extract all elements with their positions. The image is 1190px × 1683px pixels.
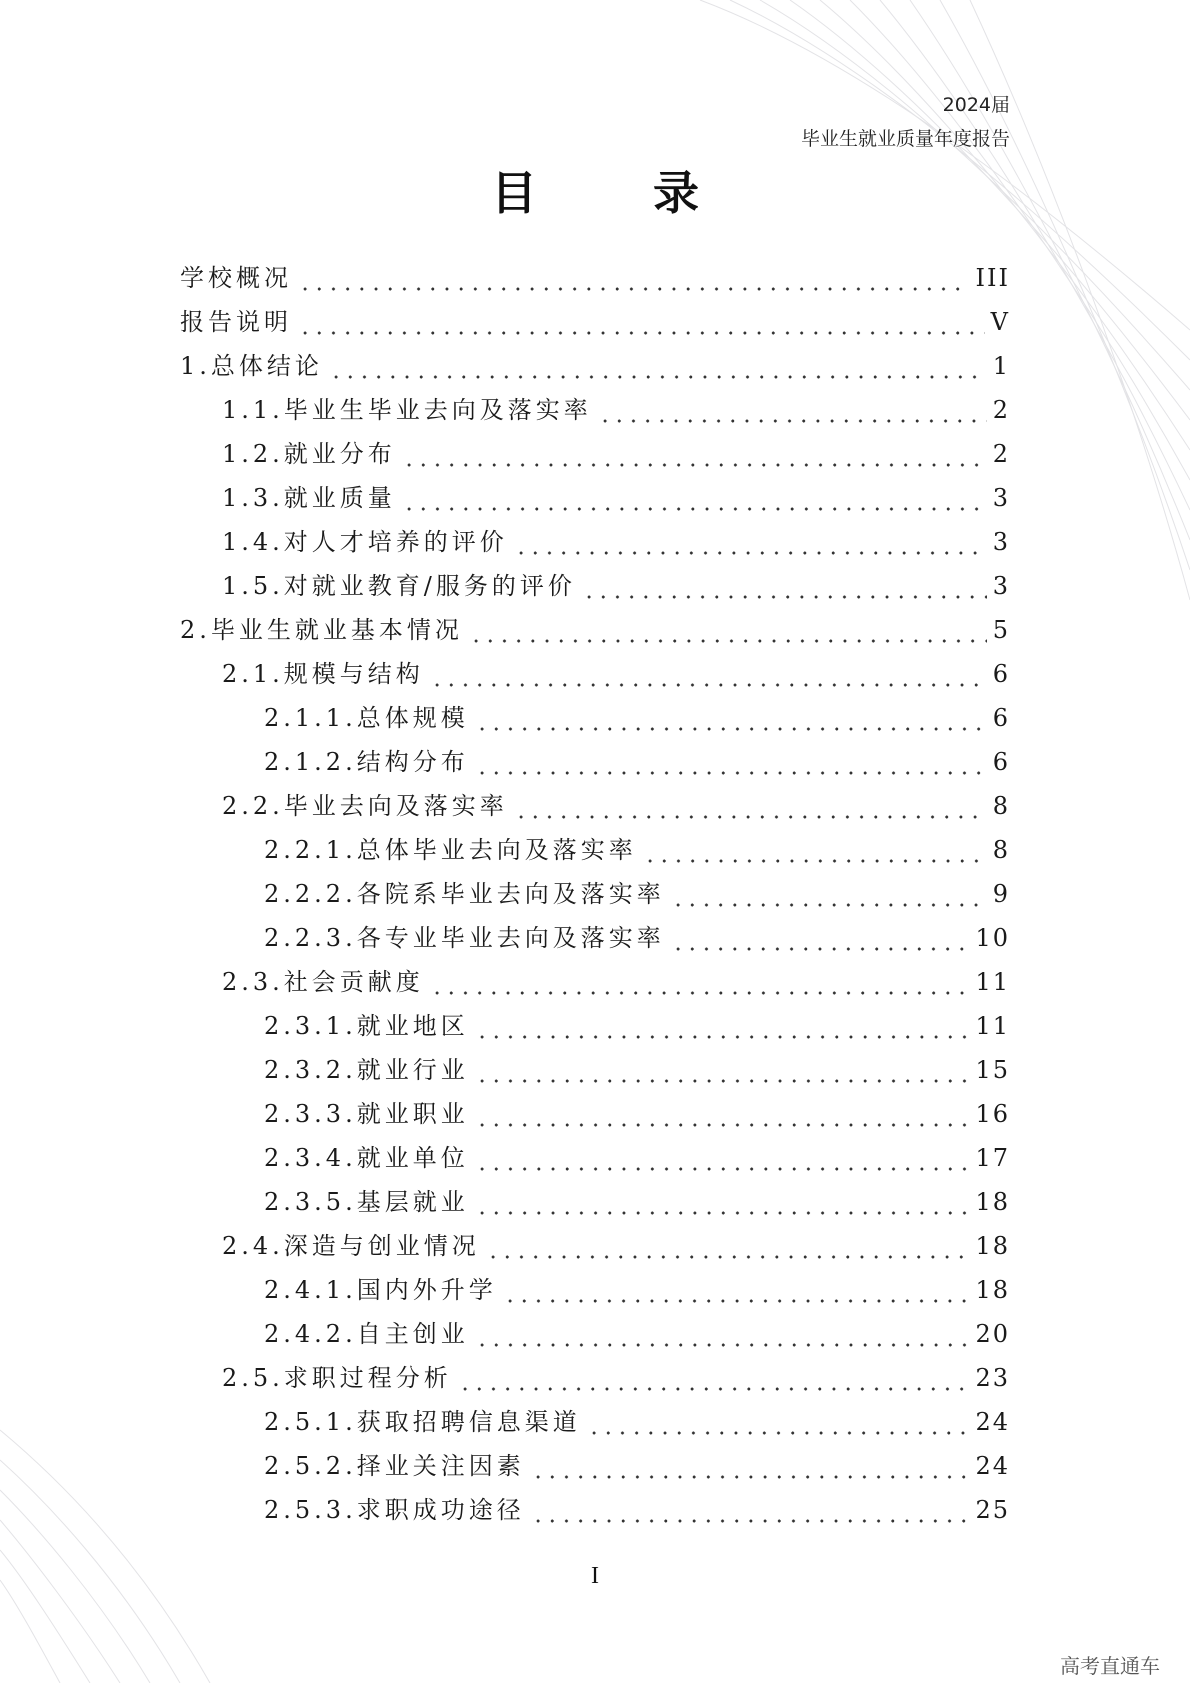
toc-entry-page: 3 <box>992 484 1010 512</box>
toc-entry-label: 1.4.对人才培养的评价 <box>222 528 508 556</box>
toc-dot-leader <box>298 287 970 291</box>
toc-dot-leader <box>587 1431 970 1435</box>
toc-dot-leader <box>531 1519 970 1523</box>
table-of-contents <box>180 258 1010 1534</box>
toc-entry-label: 2.3.1.就业地区 <box>264 1012 469 1040</box>
toc-entry-label: 报告说明 <box>180 308 292 336</box>
toc-dot-leader <box>475 771 987 775</box>
toc-entry-page: 25 <box>975 1496 1010 1524</box>
toc-entry-label: 1.5.对就业教育/服务的评价 <box>222 572 576 600</box>
toc-entry[interactable] <box>180 1270 1010 1314</box>
toc-entry-page: 20 <box>975 1320 1010 1348</box>
toc-entry-label: 2.2.3.各专业毕业去向及落实率 <box>264 924 665 952</box>
toc-entry-label: 2.1.1.总体规模 <box>264 704 469 732</box>
toc-entry-page: 15 <box>975 1056 1010 1084</box>
toc-entry-page: 2 <box>992 440 1010 468</box>
toc-entry-page: 3 <box>992 572 1010 600</box>
toc-entry[interactable] <box>180 1314 1010 1358</box>
toc-entry[interactable] <box>180 434 1010 478</box>
toc-entry[interactable] <box>180 1226 1010 1270</box>
toc-entry[interactable] <box>180 1446 1010 1490</box>
toc-dot-leader <box>514 551 987 555</box>
toc-entry[interactable] <box>180 742 1010 786</box>
toc-entry-label: 2.5.3.求职成功途径 <box>264 1496 525 1524</box>
toc-entry-label: 2.1.2.结构分布 <box>264 748 469 776</box>
header-year: 2024届 <box>942 94 1010 116</box>
toc-dot-leader <box>475 1343 970 1347</box>
toc-entry[interactable] <box>180 1094 1010 1138</box>
toc-entry[interactable] <box>180 1182 1010 1226</box>
toc-entry-label: 2.毕业生就业基本情况 <box>180 616 463 644</box>
toc-entry[interactable] <box>180 346 1010 390</box>
toc-entry-page: 10 <box>975 924 1010 952</box>
toc-dot-leader <box>531 1475 970 1479</box>
toc-entry-page: 9 <box>992 880 1010 908</box>
toc-entry-label: 2.3.5.基层就业 <box>264 1188 469 1216</box>
toc-entry-label: 2.4.1.国内外升学 <box>264 1276 497 1304</box>
toc-dot-leader <box>514 815 987 819</box>
toc-entry[interactable] <box>180 1006 1010 1050</box>
toc-dot-leader <box>475 1211 970 1215</box>
header-report-title: 毕业生就业质量年度报告 <box>800 128 1010 150</box>
toc-entry[interactable] <box>180 478 1010 522</box>
toc-entry-page: 23 <box>975 1364 1010 1392</box>
toc-entry[interactable] <box>180 258 1010 302</box>
toc-entry-label: 2.5.1.获取招聘信息渠道 <box>264 1408 581 1436</box>
toc-entry[interactable] <box>180 1050 1010 1094</box>
toc-dot-leader <box>458 1387 970 1391</box>
toc-entry-page: 11 <box>975 1012 1010 1040</box>
toc-entry-label: 1.2.就业分布 <box>222 440 396 468</box>
toc-entry-page: 1 <box>992 352 1010 380</box>
toc-entry[interactable] <box>180 390 1010 434</box>
toc-entry-label: 2.2.毕业去向及落实率 <box>222 792 508 820</box>
toc-entry-label: 2.1.规模与结构 <box>222 660 424 688</box>
toc-entry[interactable] <box>180 522 1010 566</box>
toc-entry-label: 2.4.2.自主创业 <box>264 1320 469 1348</box>
toc-entry[interactable] <box>180 1358 1010 1402</box>
report-header <box>801 88 1010 156</box>
toc-entry-label: 1.1.毕业生毕业去向及落实率 <box>222 396 592 424</box>
toc-dot-leader <box>486 1255 970 1259</box>
toc-entry-page: 24 <box>975 1452 1010 1480</box>
toc-entry-label: 2.5.求职过程分析 <box>222 1364 452 1392</box>
toc-dot-leader <box>671 947 970 951</box>
toc-entry[interactable] <box>180 962 1010 1006</box>
toc-dot-leader <box>475 1123 970 1127</box>
toc-entry-page: 8 <box>992 792 1010 820</box>
toc-entry-page: 3 <box>992 528 1010 556</box>
toc-entry[interactable] <box>180 1138 1010 1182</box>
toc-entry-label: 2.3.4.就业单位 <box>264 1144 469 1172</box>
toc-entry[interactable] <box>180 698 1010 742</box>
page-title: 目 录 <box>490 166 749 220</box>
toc-entry[interactable] <box>180 786 1010 830</box>
toc-entry-page: III <box>975 264 1010 292</box>
toc-entry-page: 8 <box>992 836 1010 864</box>
toc-dot-leader <box>298 331 985 335</box>
page-number: I <box>591 1563 599 1589</box>
toc-entry-label: 2.2.1.总体毕业去向及落实率 <box>264 836 637 864</box>
toc-entry-page: 6 <box>992 704 1010 732</box>
toc-entry-page: V <box>990 308 1010 336</box>
toc-entry-label: 学校概况 <box>180 264 292 292</box>
toc-dot-leader <box>475 1079 970 1083</box>
toc-entry-page: 6 <box>992 660 1010 688</box>
toc-entry-page: 24 <box>975 1408 1010 1436</box>
toc-dot-leader <box>329 375 987 379</box>
toc-entry[interactable] <box>180 874 1010 918</box>
toc-dot-leader <box>671 903 987 907</box>
toc-entry[interactable] <box>180 610 1010 654</box>
toc-entry-label: 2.3.社会贡献度 <box>222 968 424 996</box>
toc-entry-label: 1.总体结论 <box>180 352 323 380</box>
toc-entry-page: 16 <box>975 1100 1010 1128</box>
toc-entry-label: 2.2.2.各院系毕业去向及落实率 <box>264 880 665 908</box>
toc-dot-leader <box>402 507 987 511</box>
toc-dot-leader <box>430 991 970 995</box>
toc-dot-leader <box>430 683 987 687</box>
toc-dot-leader <box>469 639 987 643</box>
toc-dot-leader <box>503 1299 970 1303</box>
toc-dot-leader <box>475 727 987 731</box>
toc-entry[interactable] <box>180 918 1010 962</box>
toc-entry-label: 1.3.就业质量 <box>222 484 396 512</box>
toc-entry-label: 2.3.2.就业行业 <box>264 1056 469 1084</box>
toc-entry-page: 11 <box>975 968 1010 996</box>
toc-dot-leader <box>598 419 987 423</box>
toc-dot-leader <box>475 1167 970 1171</box>
toc-entry[interactable] <box>180 654 1010 698</box>
toc-entry[interactable] <box>180 1490 1010 1534</box>
toc-dot-leader <box>475 1035 970 1039</box>
toc-dot-leader <box>402 463 987 467</box>
toc-entry-label: 2.3.3.就业职业 <box>264 1100 469 1128</box>
toc-entry-label: 2.5.2.择业关注因素 <box>264 1452 525 1480</box>
toc-entry[interactable] <box>180 830 1010 874</box>
toc-dot-leader <box>582 595 987 599</box>
toc-entry[interactable] <box>180 1402 1010 1446</box>
toc-entry-page: 2 <box>992 396 1010 424</box>
toc-entry-page: 5 <box>992 616 1010 644</box>
toc-entry-page: 17 <box>975 1144 1010 1172</box>
toc-entry-page: 6 <box>992 748 1010 776</box>
toc-entry-page: 18 <box>975 1232 1010 1260</box>
toc-dot-leader <box>643 859 987 863</box>
toc-entry[interactable] <box>180 302 1010 346</box>
toc-entry[interactable] <box>180 566 1010 610</box>
toc-entry-page: 18 <box>975 1276 1010 1304</box>
watermark: 高考直通车 <box>1060 1654 1160 1678</box>
toc-entry-label: 2.4.深造与创业情况 <box>222 1232 480 1260</box>
toc-entry-page: 18 <box>975 1188 1010 1216</box>
